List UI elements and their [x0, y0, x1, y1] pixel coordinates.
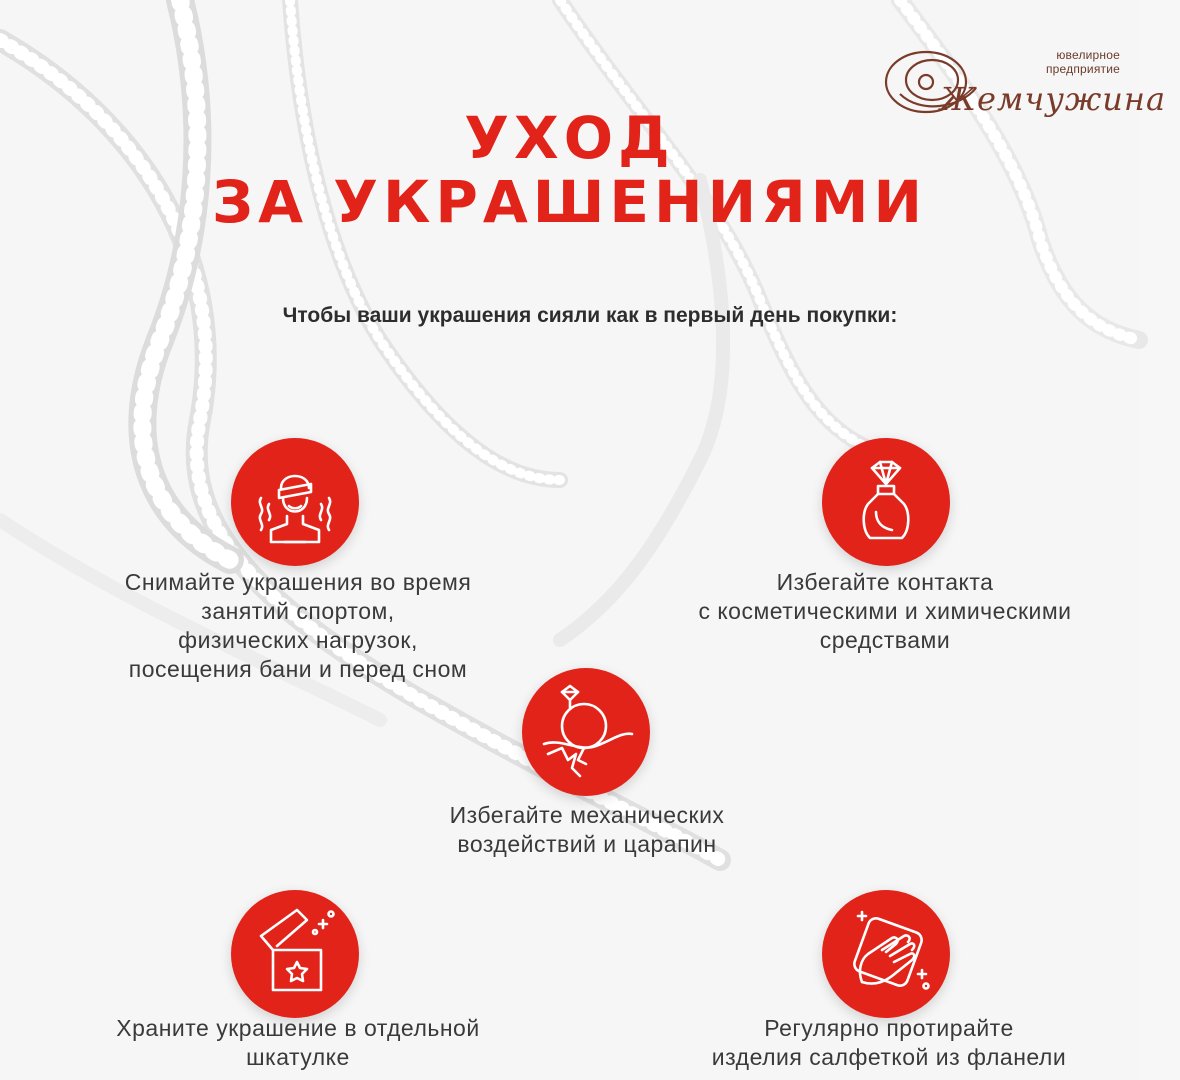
- sauna-person-icon: [231, 438, 359, 566]
- tip-1-line-2: занятий спортом,: [201, 598, 395, 624]
- tip-4-line-1: Храните украшение в отдельной: [116, 1015, 480, 1041]
- tip-2-icon-circle: [822, 438, 950, 566]
- tip-2-line-2: с косметическими и химическими: [698, 598, 1072, 624]
- tip-3-line-2: воздействий и царапин: [457, 831, 717, 857]
- tip-1-line-4: посещения бани и перед сном: [128, 656, 468, 682]
- tip-4-caption: [48, 1014, 548, 1072]
- jewelry-box-icon: [231, 890, 359, 1018]
- tip-1-icon-circle: [231, 438, 359, 566]
- tip-3-caption: [330, 801, 844, 859]
- tip-1-caption: [48, 568, 548, 684]
- hand-wiping-icon: [822, 890, 950, 1018]
- brand-line1: ювелирное: [1056, 48, 1120, 62]
- brand-name: Жемчужина: [940, 80, 1167, 118]
- perfume-bottle-icon: [822, 438, 950, 566]
- tip-5-line-1: Регулярно протирайте: [764, 1015, 1014, 1041]
- tip-4-line-2: шкатулке: [246, 1044, 350, 1070]
- page-title-line1: УХОД: [464, 104, 675, 172]
- tip-1-line-1: Снимайте украшения во время: [124, 569, 472, 595]
- page-subtitle: Чтобы ваши украшения сияли как в первый день покупки:: [282, 304, 898, 327]
- page-title-line2: ЗА УКРАШЕНИЯМИ: [211, 168, 928, 236]
- tip-5-icon-circle: [822, 890, 950, 1018]
- tip-2-line-3: средствами: [819, 627, 951, 653]
- tip-2-line-1: Избегайте контакта: [776, 569, 994, 595]
- tip-5-line-2: изделия салфеткой из фланели: [711, 1044, 1067, 1070]
- broken-ring-icon: [522, 668, 650, 796]
- brand-line2: предприятие: [1045, 62, 1120, 76]
- tip-5-caption: [664, 1014, 1114, 1072]
- tip-3-line-1: Избегайте механических: [449, 802, 725, 828]
- tip-4-icon-circle: [231, 890, 359, 1018]
- tip-3-icon-circle: [522, 668, 650, 796]
- tip-1-line-3: физических нагрузок,: [178, 627, 418, 653]
- tip-2-caption: [640, 568, 1130, 655]
